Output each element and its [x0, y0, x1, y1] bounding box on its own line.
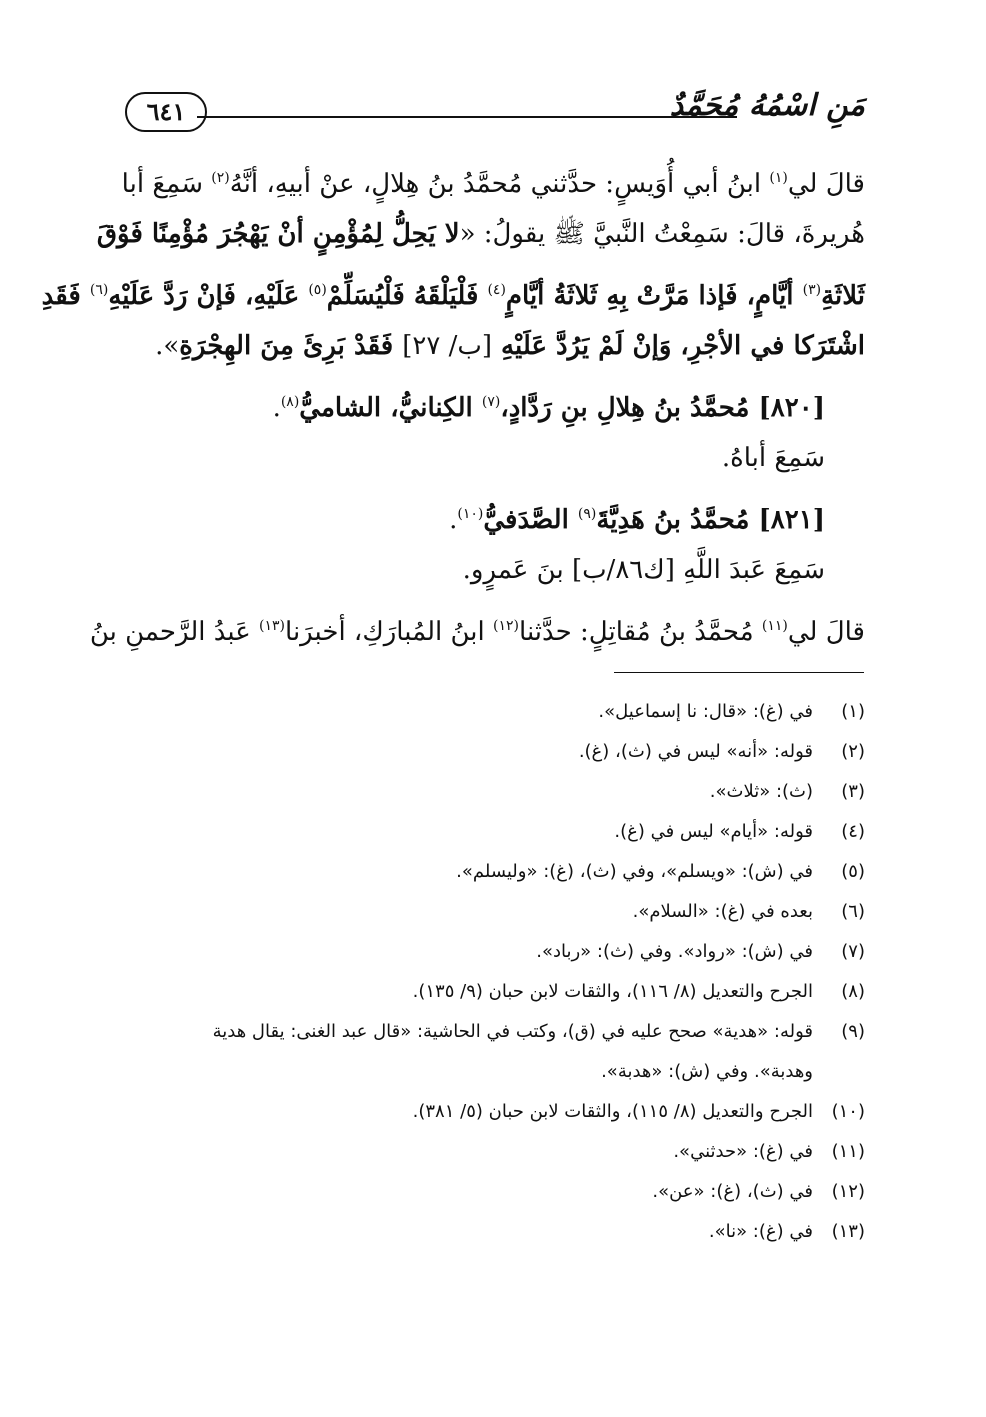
footnote: [125, 932, 865, 972]
footnote-text: قوله: «أنه» ليس في (ث)، (غ).: [578, 741, 813, 762]
text-segment: لا يَحِلُّ لِمُؤْمِنٍ أنْ يَهْجُرَ مُؤْمِنًا فَوْقَ: [96, 219, 460, 249]
footnote-text: الجرح والتعديل (٨/ ١١٦)، والثقات لابن حبان (٩/ ١٣٥).: [412, 981, 813, 1002]
text-segment: سَمِعَ أباهُ.: [721, 443, 825, 473]
footnote: [125, 1012, 865, 1082]
text-segment: مُحمَّدُ بنُ مُقاتِلٍ: حدَّثنا: [519, 617, 762, 647]
footnote-text: في (ث)، (غ): «عن».: [652, 1181, 813, 1202]
footnote-number: (١): [841, 701, 865, 722]
page-header: [125, 88, 865, 128]
footnote-text: قوله: «هدية» صحح عليه في (ق)، وكتب في الحاشية: «قال عبد الغنى: يقال هدية: [212, 1021, 813, 1042]
footnote-number: (٣): [841, 781, 865, 802]
text-segment: مُحمَّدُ بنُ هِلالِ بنِ رَدَّادٍ،: [500, 393, 750, 423]
footnote-number: (١٣): [831, 1221, 865, 1242]
text-segment: [٨٢١]: [749, 505, 825, 535]
text-segment: ابنُ المُبارَكِ، أخبرَنا: [285, 617, 494, 647]
footnote-text: قوله: «أيام» ليس في (غ).: [614, 821, 813, 842]
footnote-ref[interactable]: (٩): [577, 506, 597, 522]
header-rule: [197, 116, 737, 118]
footnote-ref[interactable]: (٦): [89, 282, 109, 298]
text-segment: قالَ لي: [787, 617, 865, 647]
text-segment: عَلَيْهِ، فَإنْ رَدَّ عَلَيْهِ: [108, 281, 309, 311]
footnote-ref[interactable]: (٧): [481, 394, 501, 410]
text-line: [121, 150, 865, 206]
footnote-ref[interactable]: (٤): [487, 282, 506, 298]
footnote-ref[interactable]: (٢): [211, 170, 230, 186]
footnote-ref[interactable]: (١٣): [259, 618, 286, 634]
footnote-ref[interactable]: (١): [769, 170, 788, 186]
footnote-ref[interactable]: (١٠): [457, 506, 484, 522]
text-segment: مُحمَّدُ بنُ هَدِيَّةَ: [596, 505, 750, 535]
footnote-number: (٤): [841, 821, 865, 842]
footnote: [125, 1172, 865, 1212]
footnote-text: في (غ): «نا».: [708, 1221, 813, 1242]
footnote-ref[interactable]: (١٢): [493, 618, 520, 634]
text-line: [125, 430, 825, 486]
text-line: [125, 318, 865, 374]
text-segment: سَمِعَ أبا: [121, 169, 212, 199]
footnote-text: في (غ): «حدثني».: [673, 1141, 813, 1162]
text-segment: فَلْيَلْقَهُ فَلْيُسَلِّمْ: [326, 281, 488, 311]
text-segment: [٨٢٠]: [749, 393, 825, 423]
text-segment: اشْتَرَكا في الأجْرِ، وَإنْ لَمْ يَرُدَّ عَلَيْهِ: [492, 331, 865, 361]
footnote-text: بعده في (غ): «السلام».: [632, 901, 813, 922]
text-segment: الصَّدَفيُّ: [483, 505, 578, 535]
footnote-continuation: وهدبة». وفي (ش): «هدبة».: [601, 1061, 813, 1082]
footnote-ref[interactable]: (٣): [802, 282, 822, 298]
footnote-number: (١٠): [831, 1101, 865, 1122]
footnote: [125, 1132, 865, 1172]
text-line: [125, 374, 825, 430]
footnote-number: (٧): [841, 941, 865, 962]
footnote-number: (٦): [841, 901, 865, 922]
footnote-ref[interactable]: (١١): [761, 618, 788, 634]
footnote-number: (٨): [841, 981, 865, 1002]
footnote: [125, 772, 865, 812]
footnote-text: في (ش): «ويسلم»، وفي (ث)، (غ): «وليسلم».: [456, 861, 813, 882]
text-segment: .: [449, 505, 458, 535]
footnote: [125, 852, 865, 892]
footnote-ref[interactable]: (٥): [308, 282, 327, 298]
text-line: [96, 206, 865, 262]
footnote-number: (٩): [841, 1021, 865, 1042]
footnote-separator: [614, 672, 864, 673]
text-segment: قالَ لي: [787, 169, 865, 199]
footnote-ref[interactable]: (٨): [280, 394, 300, 410]
footnote: [125, 692, 865, 732]
text-segment: .: [272, 393, 281, 423]
text-segment: هُريرةَ، قالَ: سَمِعْتُ النَّبيَّ ﷺ يقولُ: «: [459, 219, 865, 249]
text-segment: فَقَدِ: [41, 281, 90, 311]
footnote-text: (ث): «ثلاث».: [709, 781, 813, 802]
text-segment: الكِنانيُّ، الشاميُّ: [299, 393, 482, 423]
footnote-number: (١٢): [831, 1181, 865, 1202]
text-line: [125, 486, 825, 542]
text-line: [41, 262, 865, 318]
text-segment: ثَلاثَةِ: [821, 281, 865, 311]
text-segment: فَقَدْ بَرِئَ مِنَ الهِجْرَةِ: [179, 331, 403, 361]
footnote-number: (١١): [831, 1141, 865, 1162]
footnote-text: في (غ): «قال: نا إسماعيل».: [598, 701, 813, 722]
footnote-text: الجرح والتعديل (٨/ ١١٥)، والثقات لابن حبان (٥/ ٣٨١).: [412, 1101, 813, 1122]
footnote: [125, 892, 865, 932]
text-segment: أيَّامٍ، فَإذا مَرَّتْ بِهِ ثَلاثَةُ أيَّامٍ: [505, 281, 803, 311]
text-segment: ابنُ أبي أُوَيسٍ: حدَّثني مُحمَّدُ بنُ هِلالٍ، عنْ أبيهِ، أنَّهُ: [229, 169, 770, 199]
running-title: مَنِ اسْمُهُ مُحَمَّدٌ: [669, 88, 865, 123]
text-segment: عَبدُ الرَّحمنِ بنُ: [89, 617, 260, 647]
footnote: [125, 1212, 865, 1252]
footnote: [125, 972, 865, 1012]
text-line: [125, 542, 825, 598]
footnote-text: في (ش): «رواد». وفي (ث): «رباد».: [536, 941, 813, 962]
footnote: [125, 1092, 865, 1132]
text-segment: ».: [155, 331, 180, 361]
text-segment: [ب/ ٢٧]: [402, 331, 492, 361]
page-number: ٦٤١: [125, 92, 207, 132]
footnote-number: (٢): [841, 741, 865, 762]
text-segment: سَمِعَ عَبدَ اللَّهِ [ك٨٦/ب] بنَ عَمرٍو.: [462, 555, 825, 585]
footnote: [125, 812, 865, 852]
text-line: [89, 598, 865, 654]
footnote-number: (٥): [841, 861, 865, 882]
footnote: [125, 732, 865, 772]
